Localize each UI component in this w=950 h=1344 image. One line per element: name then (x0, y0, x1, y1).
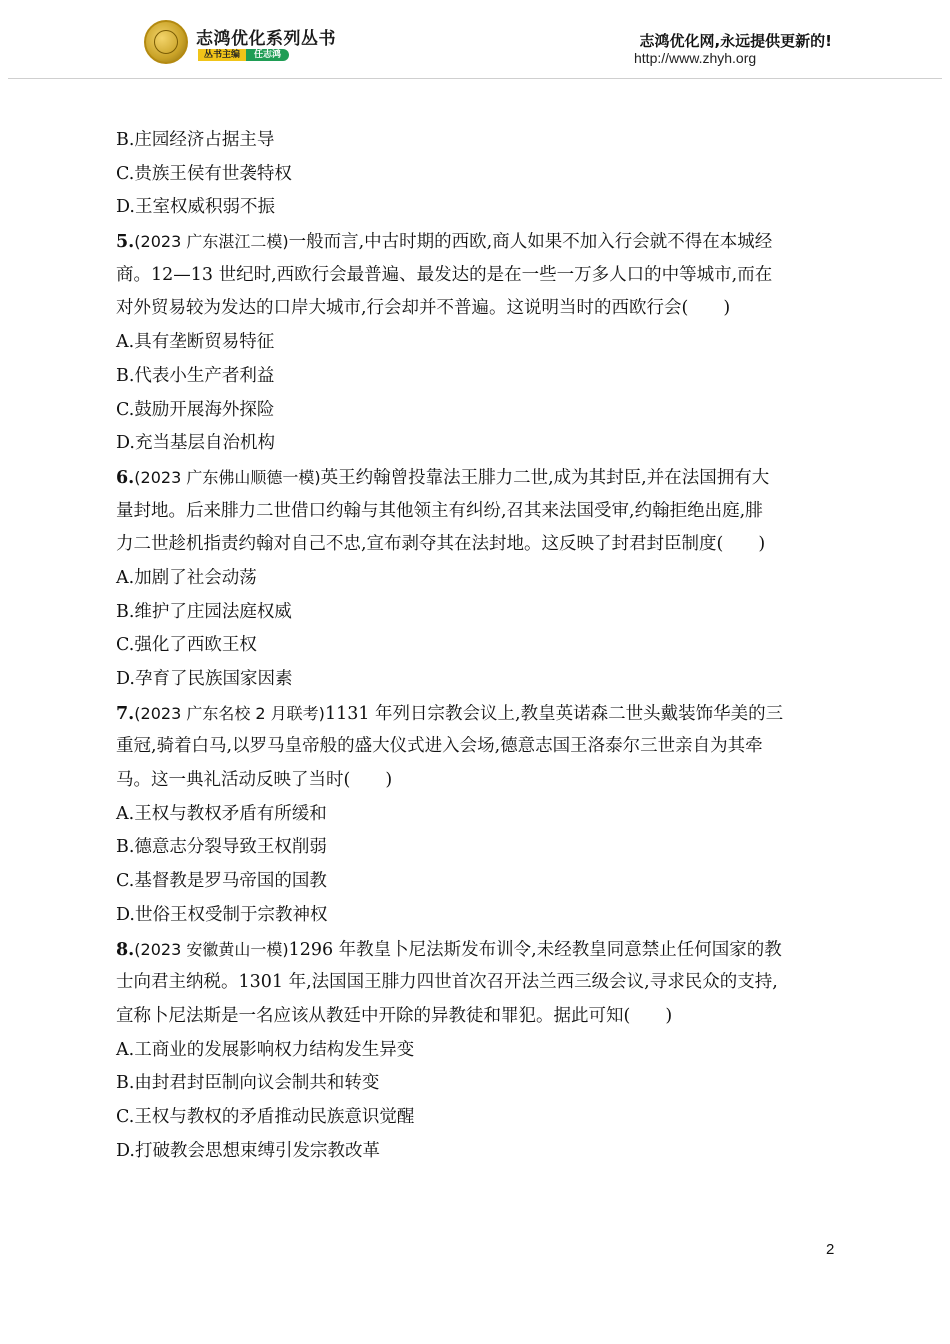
question-stem (116, 225, 832, 259)
question-number: 8. (116, 939, 135, 960)
question-text-line: 马。这一典礼活动反映了当时( ) (116, 770, 393, 791)
answer-option: C.王权与教权的矛盾推动民族意识觉醒 (116, 1106, 415, 1127)
question-text: 1296 年教皇卜尼法斯发布训令,未经教皇同意禁止任何国家的教 (288, 939, 782, 960)
editor-name: 任志鸿 (246, 49, 289, 61)
question-text: 英王约翰曾投靠法王腓力二世,成为其封臣,并在法国拥有大 (320, 467, 770, 488)
answer-option: D.孕育了民族国家因素 (116, 669, 293, 689)
question-number: 5. (116, 232, 135, 253)
page-header (0, 0, 950, 80)
question-stem (116, 933, 832, 967)
question-source: (2023 广东佛山顺德一模) (134, 467, 321, 487)
answer-option: D.世俗王权受制于宗教神权 (116, 904, 328, 925)
answer-option: B.代表小生产者利益 (116, 365, 275, 386)
header-slogan: 志鸿优化网,永远提供更新的! (639, 32, 832, 50)
question-text-line: 力二世趁机指责约翰对自己不忠,宣布剥夺其在法封地。这反映了封君封臣制度( ) (116, 534, 766, 555)
answer-option: C.鼓励开展海外探险 (116, 399, 275, 420)
question-source: (2023 广东湛江二模) (134, 232, 289, 252)
question-stem (116, 461, 832, 495)
answer-option: B.庄园经济占据主导 (116, 130, 275, 150)
answer-option: D.打破教会思想束缚引发宗教改革 (116, 1140, 380, 1161)
answer-option: B.由封君封臣制向议会制共和转变 (116, 1073, 380, 1094)
question-text-line: 宣称卜尼法斯是一名应该从教廷中开除的异教徒和罪犯。据此可知( ) (116, 1005, 673, 1026)
answer-option: D.王室权威积弱不振 (116, 197, 275, 218)
header-divider (8, 78, 942, 79)
answer-option: A.工商业的发展影响权力结构发生异变 (116, 1039, 415, 1060)
series-editor (198, 49, 289, 61)
question-source: (2023 安徽黄山一模) (134, 939, 289, 959)
question-text-line: 商。12—13 世纪时,西欧行会最普遍、最发达的是在一些一万多人口的中等城市,而在 (116, 264, 773, 285)
question-text-line: 量封地。后来腓力二世借口约翰与其他领主有纠纷,召其来法国受审,约翰拒绝出庭,腓 (116, 500, 763, 521)
question-text: 一般而言,中古时期的西欧,商人如果不加入行会就不得在本城经 (288, 232, 773, 253)
answer-option: B.维护了庄园法庭权威 (116, 601, 292, 622)
answer-option: C.贵族王侯有世袭特权 (116, 163, 292, 184)
question-stem (116, 697, 832, 731)
answer-option: D.充当基层自治机构 (116, 433, 275, 454)
answer-option: A.王权与教权矛盾有所缓和 (116, 803, 327, 824)
editor-label: 丛书主编 (198, 49, 246, 61)
question-text-line: 重冠,骑着白马,以罗马皇帝般的盛大仪式进入会场,德意志国王洛泰尔三世亲自为其牵 (116, 736, 763, 757)
question-number: 6. (116, 467, 135, 488)
series-title: 志鸿优化系列丛书 (196, 29, 336, 49)
answer-option: B.德意志分裂导致王权削弱 (116, 837, 327, 858)
answer-option: A.加剧了社会动荡 (116, 567, 257, 588)
header-url[interactable]: http://www.zhyh.org (634, 50, 757, 66)
question-text-line: 士向君主纳税。1301 年,法国国王腓力四世首次召开法兰西三级会议,寻求民众的支持, (116, 972, 778, 993)
answer-option: A.具有垄断贸易特征 (116, 332, 275, 353)
question-text-line: 对外贸易较为发达的口岸大城市,行会却并不普遍。这说明当时的西欧行会( ) (116, 298, 731, 319)
question-number: 7. (116, 703, 135, 724)
page-number: 2 (826, 1241, 835, 1258)
question-content (116, 124, 832, 1168)
answer-option: C.基督教是罗马帝国的国教 (116, 871, 327, 892)
answer-option: C.强化了西欧王权 (116, 635, 257, 656)
series-logo-icon (144, 20, 188, 64)
question-text: 1131 年列日宗教会议上,教皇英诺森二世头戴装饰华美的三 (324, 703, 784, 724)
question-source: (2023 广东名校 2 月联考) (134, 703, 325, 723)
